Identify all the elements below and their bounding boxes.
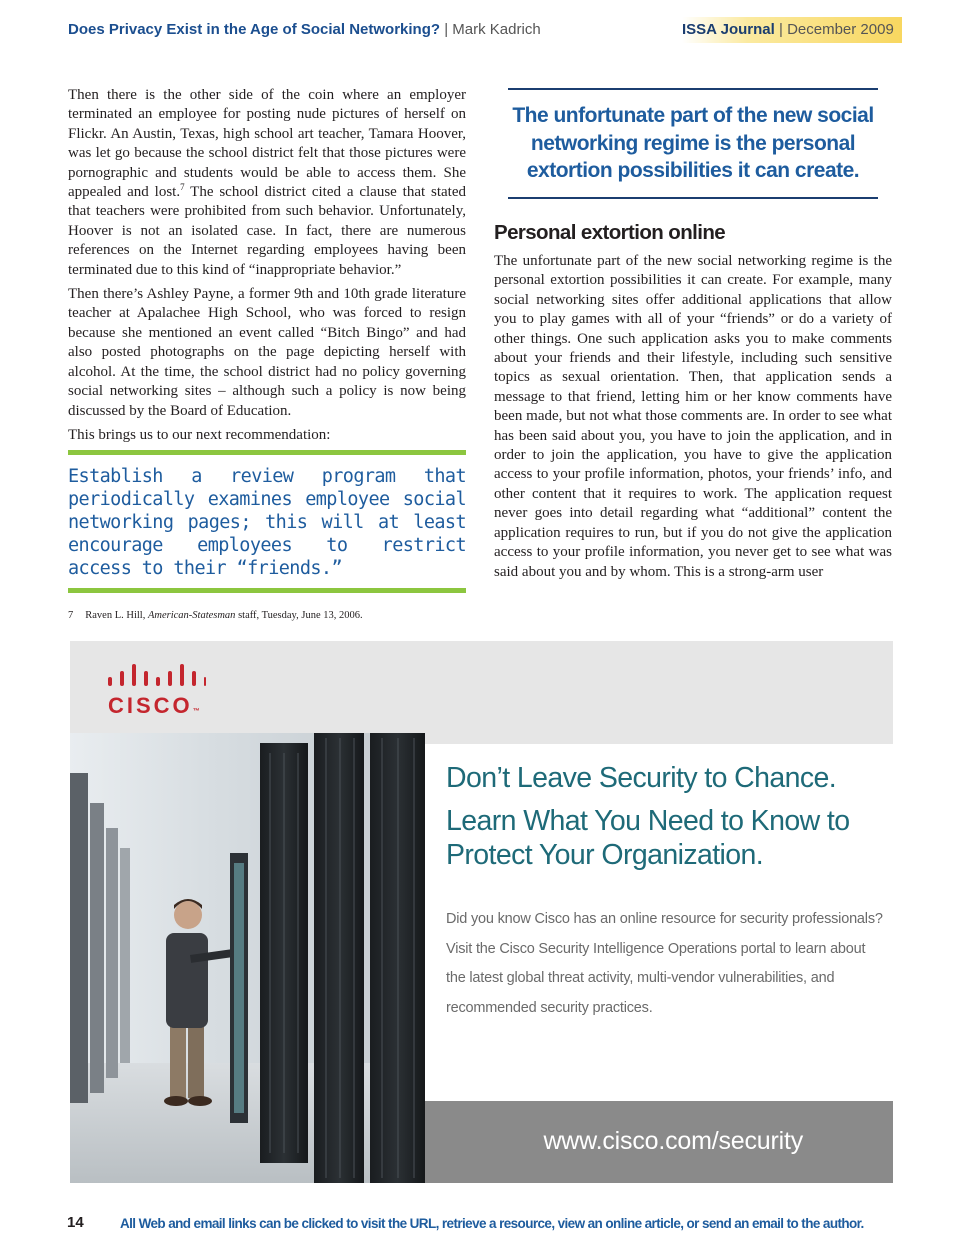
page-number: 14 [67, 1214, 84, 1231]
ad-headline-line2: Learn What You Need to Know to Protect Your Organization. [446, 805, 850, 871]
links-clickable-note: All Web and email links can be clicked to visit the URL, retrieve a resource, view an online article, or send an email to the author. [120, 1216, 864, 1231]
paragraph-transition: This brings us to our next recommendation: [68, 426, 331, 443]
section-heading: Personal extortion online [494, 221, 726, 244]
paragraph-flickr [68, 86, 466, 280]
header-separator: | [444, 21, 449, 38]
data-center-photo [70, 733, 425, 1183]
recommendation-top-rule [68, 450, 466, 455]
pull-quote-top-rule [508, 88, 878, 90]
pull-quote-bottom-rule [508, 197, 878, 199]
article-title: Does Privacy Exist in the Age of Social Networking? [68, 21, 441, 38]
recommendation-bottom-rule [68, 588, 466, 593]
footnote-ref[interactable]: 7 [180, 182, 185, 193]
issue-date: December 2009 [787, 21, 894, 38]
data-center-illustration [70, 733, 425, 1183]
journal-banner [682, 17, 902, 43]
paragraph-extortion: The unfortunate part of the new social networking regime is the personal extortion possibilities it can create. For example, many social networking sites offer additional applications that allow you to play games with all of your “friends” or do a variety of other things. One such application asks you to make comments about your friends and their lifestyle, including such sensitive topics as sexual orientation. Then, that application sends a message to that friend, letting him or her know comments have been made, but not what those comments are. In order to see what has been said about you, you have to join the application, and in order to join the application, you have to give the application access to your profile information, photos, your friends’ info, and other content that it requires to work. The application request never goes into detail regarding what “additional” content the application requires to run, but if you do not give the application access to your profile information, you never get to see what was said about you and by whom. This is a strong-arm user [494, 253, 892, 580]
journal-name: ISSA Journal [682, 21, 775, 38]
footnote-publication: American-Statesman [147, 610, 236, 621]
recommendation-callout: Establish a review program that periodically examines employee social networking pages; this will at least encourage employees to restrict access to their “friends.” [68, 466, 466, 580]
left-column [68, 86, 466, 593]
paragraph-payne: Then there’s Ashley Payne, a former 9th and 10th grade literature teacher at Apalachee High School, who was forced to resign because she mentioned an event called “Bitch Bingo” and had also posted photographs on the page depicting herself with alcohol. At the time, the school district had no policy governing social networking sites – although such a policy is now being discussed by the Board of Education. [68, 286, 466, 419]
pull-quote-box [508, 88, 878, 199]
footnote-text: Raven L. Hill, [85, 610, 148, 621]
ad-body-text: Did you know Cisco has an online resource for security professionals? Visit the Cisco Security Intelligence Operations portal to learn about the latest global threat activity, multi-vendor vulnerabilities, and recommended security practices. [446, 911, 883, 1016]
trademark-symbol: ™ [192, 708, 200, 715]
journal-separator: | [778, 21, 783, 38]
paragraph-text: Then there is the other side of the coin where an employer terminated an employee for posting nude pictures of herself on Flickr. An Austin, Texas, high school art teacher, Tamara Hoover, was let go because the school district felt that those pictures were pornographic and students would be able to access them. She appealed and lost. [68, 87, 466, 201]
pull-quote: The unfortunate part of the new social networking regime is the personal extortion possibilities it can create. [512, 104, 874, 182]
ad-url-link[interactable]: www.cisco.com/security [543, 1127, 803, 1155]
ad-headline [446, 761, 886, 872]
author-name: Mark Kadrich [452, 21, 541, 38]
footnote-text-end: staff, Tuesday, June 13, 2006. [235, 610, 363, 621]
cisco-advertisement[interactable] [70, 641, 893, 1183]
footnote-number: 7 [68, 610, 74, 621]
cisco-wordmark [108, 693, 200, 719]
running-header [68, 20, 541, 40]
ad-headline-line1: Don’t Leave Security to Chance. [446, 762, 837, 794]
footnote [68, 609, 363, 623]
paragraph-text: The school district cited a clause that stated that teachers were prohibited from such behavior. Unfortunately, Hoover is not an isolated case. In fact, there are numerous references on the Internet regarding employees having been terminated due to this kind of “inappropriate behavior.” [68, 184, 466, 278]
cisco-wordmark-text: CISCO [108, 693, 193, 718]
right-column [494, 220, 892, 582]
